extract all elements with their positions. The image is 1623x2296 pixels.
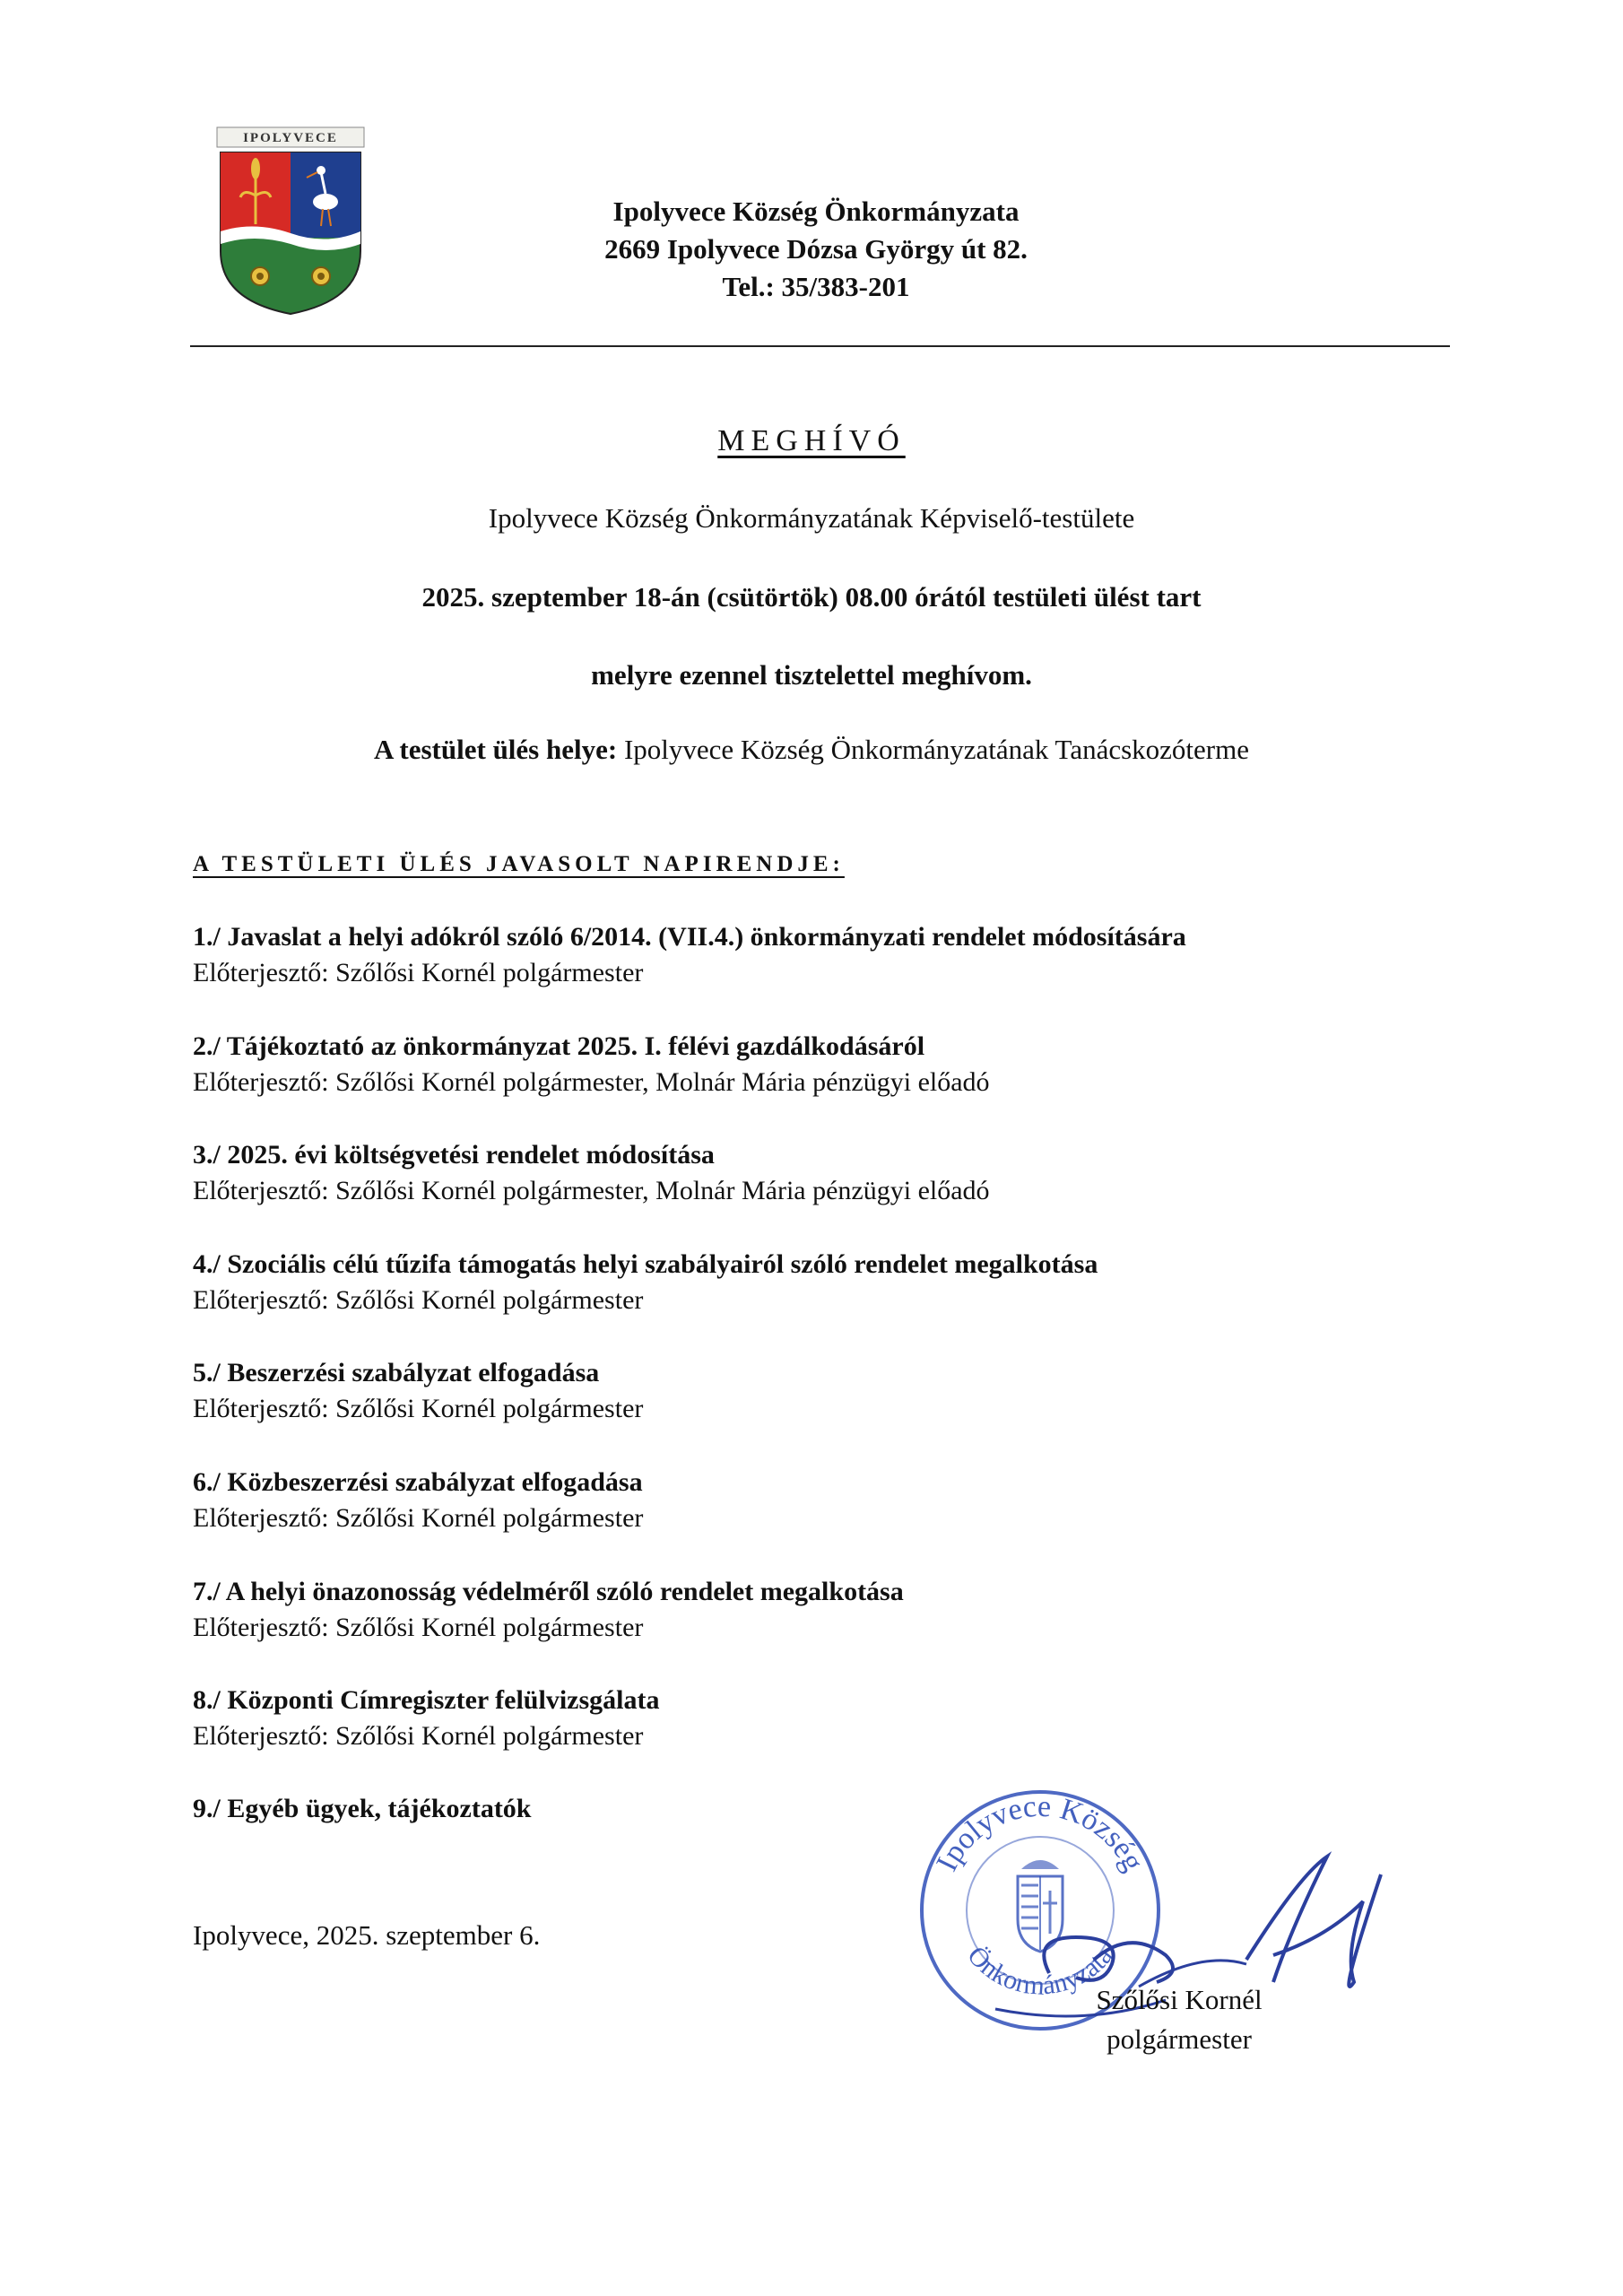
signature-block bbox=[1054, 1980, 1305, 2059]
agenda-item-presenter: Előterjesztő: Szőlősi Kornél polgármester, Molnár Mária pénzügyi előadó bbox=[193, 1067, 990, 1097]
agenda-item-presenter: Előterjesztő: Szőlősi Kornél polgármester bbox=[193, 1285, 644, 1315]
agenda-item-presenter: Előterjesztő: Szőlősi Kornél polgármester bbox=[193, 1394, 644, 1423]
stamp-text-top: Ipolyvece Község bbox=[930, 1789, 1150, 1877]
agenda-item-title: 9./ Egyéb ügyek, tájékoztatók bbox=[193, 1794, 532, 1823]
venue-line bbox=[0, 734, 1623, 766]
agenda-item bbox=[193, 1574, 1466, 1646]
agenda-item-title: 8./ Központi Címregiszter felülvizsgálata bbox=[193, 1685, 660, 1715]
signer-title: polgármester bbox=[1107, 2023, 1252, 2055]
crest-label: IPOLYVECE bbox=[243, 131, 338, 145]
signer-name: Szőlősi Kornél bbox=[1096, 1984, 1263, 2015]
agenda-item-title: 2./ Tájékoztató az önkormányzat 2025. I. félévi gazdálkodásáról bbox=[193, 1031, 925, 1061]
agenda-item bbox=[193, 1137, 1466, 1209]
agenda-item bbox=[193, 1683, 1466, 1754]
org-phone: Tel.: 35/383-201 bbox=[722, 271, 910, 302]
stamp-text-bottom: Önkormányzata bbox=[961, 1940, 1119, 2001]
venue-value: Ipolyvece Község Önkormányzatának Tanácskozóterme bbox=[623, 734, 1249, 765]
agenda-item bbox=[193, 1465, 1466, 1536]
invite-line: melyre ezennel tisztelettel meghívom. bbox=[591, 659, 1032, 691]
agenda-item-presenter: Előterjesztő: Szőlősi Kornél polgármester bbox=[193, 1503, 644, 1533]
coat-of-arms-logo bbox=[213, 126, 368, 316]
place-and-date: Ipolyvece, 2025. szeptember 6. bbox=[193, 1919, 541, 1951]
header-divider bbox=[190, 345, 1450, 347]
agenda-item bbox=[193, 1029, 1466, 1100]
org-name: Ipolyvece Község Önkormányzata bbox=[612, 196, 1020, 227]
org-address: 2669 Ipolyvece Dózsa György út 82. bbox=[604, 233, 1028, 265]
letterhead bbox=[475, 193, 1157, 306]
agenda-heading: A TESTÜLETI ÜLÉS JAVASOLT NAPIRENDJE: bbox=[193, 852, 845, 876]
agenda-item-presenter: Előterjesztő: Szőlősi Kornél polgármester bbox=[193, 1613, 644, 1642]
meeting-line: 2025. szeptember 18-án (csütörtök) 08.00 órától testületi ülést tart bbox=[421, 581, 1202, 613]
venue-label: A testület ülés helye: bbox=[373, 734, 618, 765]
agenda-item-title: 1./ Javaslat a helyi adókról szóló 6/2014. (VII.4.) önkormányzati rendelet módosítására bbox=[193, 922, 1186, 952]
agenda-item-presenter: Előterjesztő: Szőlősi Kornél polgármester, Molnár Mária pénzügyi előadó bbox=[193, 1176, 990, 1205]
agenda-item-title: 5./ Beszerzési szabályzat elfogadása bbox=[193, 1358, 600, 1387]
body-line: Ipolyvece Község Önkormányzatának Képviselő-testülete bbox=[488, 502, 1135, 534]
agenda-item-presenter: Előterjesztő: Szőlősi Kornél polgármester bbox=[193, 1721, 644, 1751]
agenda-item-title: 7./ A helyi önazonosság védelméről szóló rendelet megalkotása bbox=[193, 1577, 904, 1606]
document-title: MEGHÍVÓ bbox=[717, 424, 906, 457]
agenda-item-title: 4./ Szociális célú tűzifa támogatás helyi szabályairól szóló rendelet megalkotása bbox=[193, 1249, 1098, 1279]
agenda-item-title: 6./ Közbeszerzési szabályzat elfogadása bbox=[193, 1467, 643, 1497]
agenda-item bbox=[193, 1355, 1466, 1427]
agenda-item bbox=[193, 919, 1466, 991]
agenda-item-presenter: Előterjesztő: Szőlősi Kornél polgármester bbox=[193, 958, 644, 987]
agenda-item-title: 3./ 2025. évi költségvetési rendelet módosítása bbox=[193, 1140, 715, 1170]
agenda-item bbox=[193, 1247, 1466, 1318]
